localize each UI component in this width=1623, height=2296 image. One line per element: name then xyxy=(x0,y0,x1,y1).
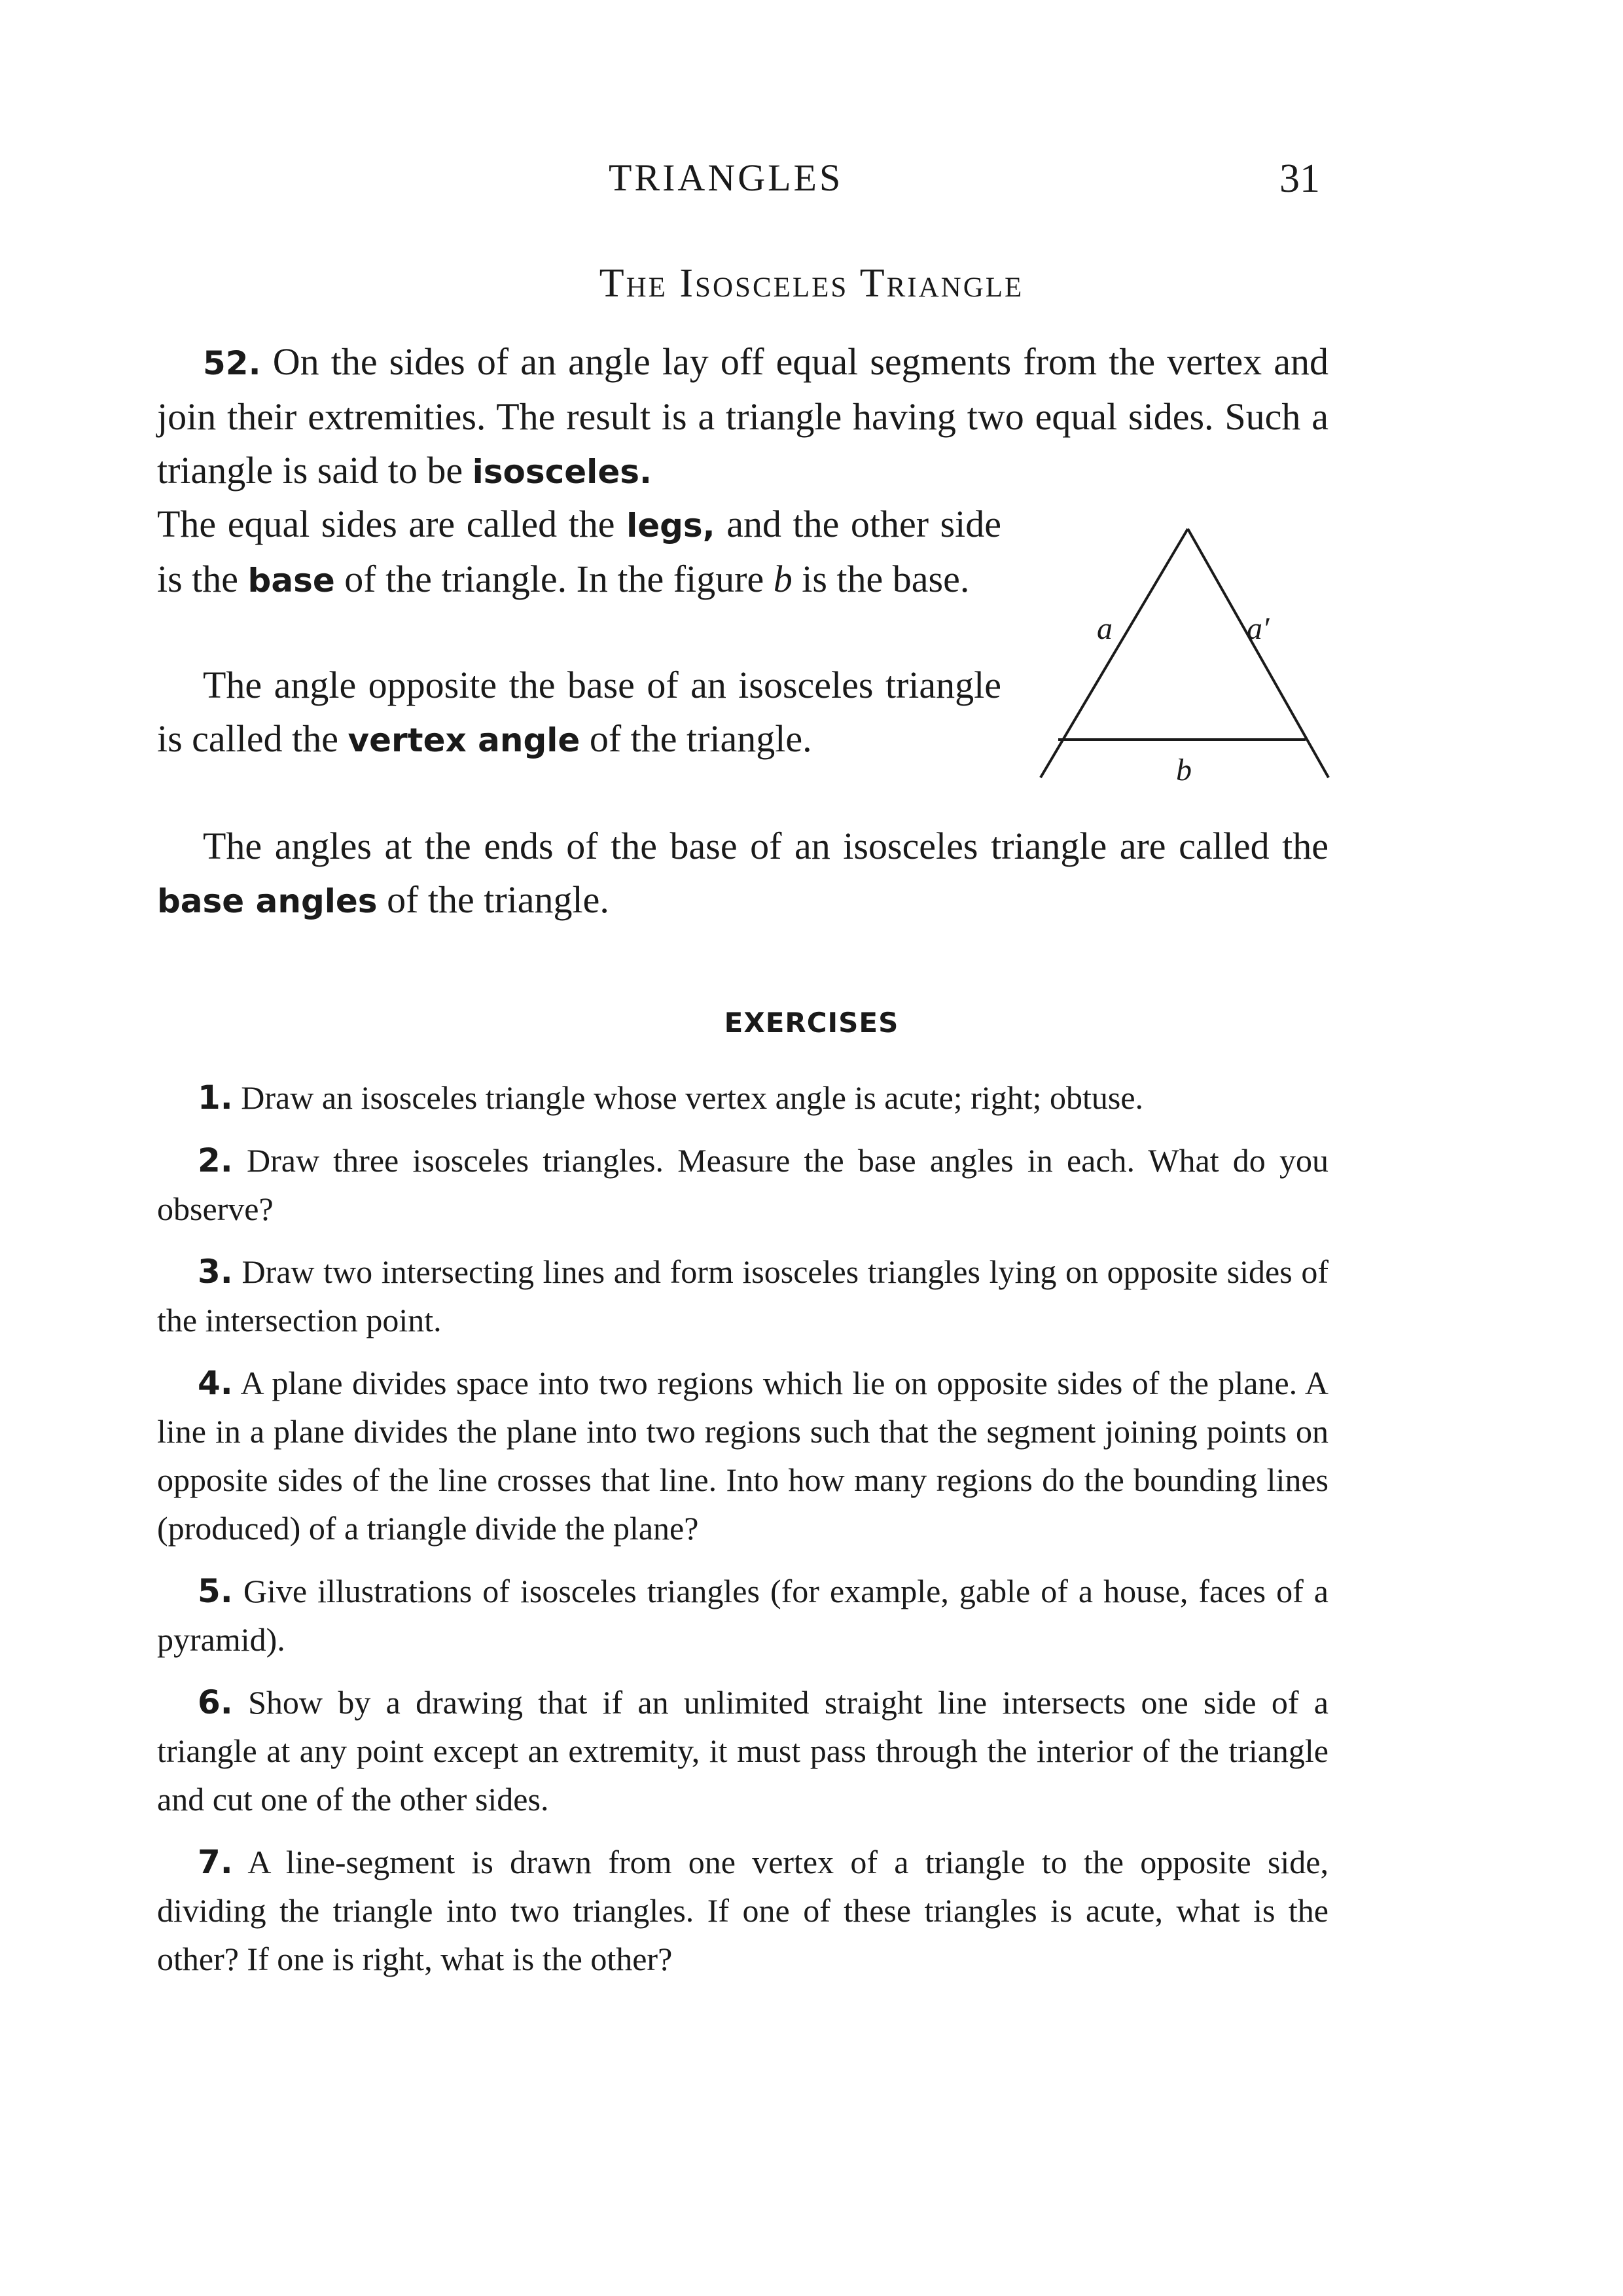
base-angles-text-pre: The angles at the ends of the base of an isosceles triangle are called the xyxy=(203,825,1329,867)
legs-text-pre: The equal sides are called the xyxy=(157,503,615,545)
exercise-text: Draw two intersecting lines and form isosceles triangles lying on opposite sides of the intersection point. xyxy=(157,1253,1329,1338)
exercise-item xyxy=(157,1247,1329,1344)
vertex-text-post: of the triangle. xyxy=(589,717,812,760)
label-b: b xyxy=(1176,753,1192,787)
exercises-heading: EXERCISES xyxy=(724,1007,899,1039)
exercise-text: A line-segment is drawn from one vertex of a triangle to the opposite side, dividing the triangle into two triangles. If one of these triangles is acute, what is the other? If one is right, what is the other? xyxy=(157,1844,1329,1977)
article-52-paragraph xyxy=(157,335,1329,499)
exercise-item xyxy=(157,1359,1329,1552)
exercises-list xyxy=(157,1073,1329,1998)
label-a: a xyxy=(1097,611,1113,646)
exercise-text: Draw three isosceles triangles. Measure the base angles in each. What do you observe? xyxy=(157,1142,1329,1227)
base-angles-paragraph xyxy=(157,819,1329,928)
term-isosceles: isosceles. xyxy=(472,453,652,491)
article-intro-text: On the sides of an angle lay off equal segments from the vertex and join their extremities. The result is a triangle having two equal sides. Such a triangle is said to be xyxy=(157,340,1329,492)
exercise-number: 4. xyxy=(198,1364,233,1402)
exercise-number: 3. xyxy=(198,1253,233,1291)
exercise-text: Draw an isosceles triangle whose vertex angle is acute; right; obtuse. xyxy=(241,1079,1144,1116)
legs-text-end: is the base. xyxy=(802,558,970,600)
exercise-item xyxy=(157,1678,1329,1823)
exercise-item xyxy=(157,1567,1329,1664)
exercise-number: 5. xyxy=(198,1572,233,1610)
legs-base-paragraph xyxy=(157,497,1001,607)
exercise-number: 1. xyxy=(198,1079,233,1117)
section-title: The Isosceles Triangle xyxy=(599,261,1024,306)
legs-text-mid: and the other side is the xyxy=(157,503,1002,600)
exercise-item xyxy=(157,1838,1329,1983)
exercise-item xyxy=(157,1073,1329,1122)
exercise-text: Give illustrations of isosceles triangles (for example, gable of a house, faces of a pyramid). xyxy=(157,1573,1329,1658)
legs-text-post: of the triangle. In the figure xyxy=(344,558,764,600)
term-base-angles: base angles xyxy=(157,882,378,920)
isosceles-triangle-figure xyxy=(1027,524,1342,798)
exercise-text: Show by a drawing that if an unlimited straight line intersects one side of a triangle at any point except an extremity, it must pass through the interior of the triangle and cut one of the other sides. xyxy=(157,1684,1329,1818)
exercise-number: 6. xyxy=(198,1683,233,1721)
running-title: TRIANGLES xyxy=(609,156,844,199)
term-base: base xyxy=(247,562,335,600)
exercise-number: 7. xyxy=(198,1843,233,1881)
page-number: 31 xyxy=(1279,156,1320,201)
term-legs: legs, xyxy=(626,507,715,545)
exercise-text: A plane divides space into two regions which lie on opposite sides of the plane. A line in a plane divides the plane into two regions such that the segment joining points on opposite sides of the line crosses that line. Into how many regions do the bounding lines (produced) of a triangle divide the plane? xyxy=(157,1365,1329,1547)
exercise-number: 2. xyxy=(198,1141,233,1179)
article-number: 52. xyxy=(203,344,261,382)
running-head xyxy=(0,156,1623,208)
exercise-item xyxy=(157,1136,1329,1233)
term-vertex-angle: vertex angle xyxy=(348,721,580,759)
variable-b: b xyxy=(773,558,793,600)
vertex-angle-paragraph xyxy=(157,658,1001,767)
base-angles-text-post: of the triangle. xyxy=(387,878,609,921)
label-a-prime: a′ xyxy=(1247,611,1270,646)
vertex-text-pre: The angle opposite the base of an isosceles triangle is called the xyxy=(157,664,1001,760)
